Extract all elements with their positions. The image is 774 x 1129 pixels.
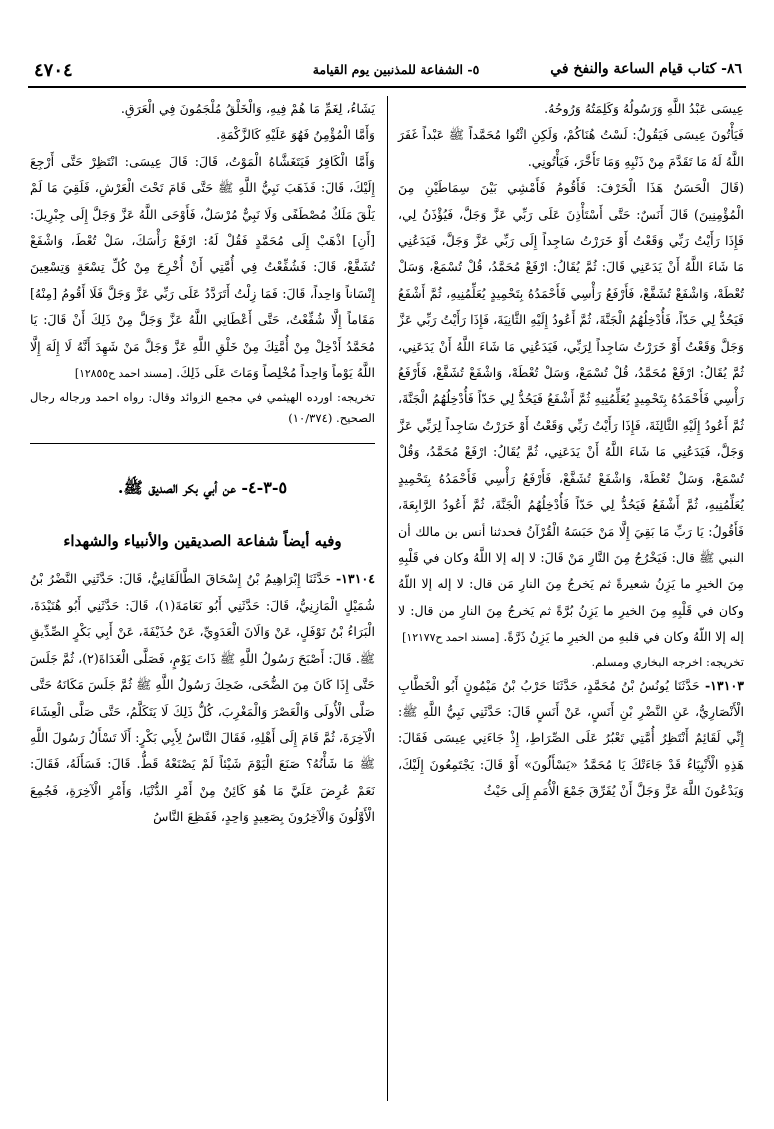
hadith-text: حَدَّثَنَا يُونُسُ بْنُ مُحَمَّدٍ، حَدَّثَنَا حَرْبُ بْنُ مَيْمُونٍ أَبُو الْخَطَّابِ الْأَنْصَارِيُّ، عَنِ النَّضْرِ بْنِ أَنَسٍ، عَنْ أَنَسٍ قَالَ: حَدَّثَنِي نَبِيُّ اللَّهِ ﷺ: إِنِّي لَقَائِمٌ أَنْتَظِرُ أُمَّتِي تَعْبُرُ عَلَى الصِّرَاطِ، إِذْ جَاءَنِي عِيسَى فَقَالَ: هَذِهِ الْأَنْبِيَاءُ قَدْ جَاءَتْكَ يَا مُحَمَّدُ «يَسْأَلُونَ» أَوْ قَالَ: يَجْتَمِعُونَ إِلَيْكَ، وَيَدْعُونَ اللَّهَ عَزَّ وَجَلَّ أَنْ يُفَرِّقَ جَمْعَ الْأُمَمِ إِلَى حَيْثُ — [398, 677, 744, 799]
section-divider — [30, 443, 375, 444]
header-rule — [28, 86, 746, 88]
section-subtitle: وفيه أيضاً شفاعة الصديقين والأنبياء والشهداء — [63, 532, 342, 551]
hadith-paragraph — [398, 673, 744, 805]
page-number: ٤٧٠٤ — [34, 60, 73, 81]
hadith-paragraph — [30, 566, 375, 830]
musnad-reference: [مسند احمد ح١٢١٧٧] — [402, 631, 500, 645]
paragraph — [398, 175, 744, 651]
paragraph-text: (قَالَ الْحَسَنُ هَذَا الْحَرْفَ: فَأَقُومُ فَأَمْشِي بَيْنَ سِمَاطَيْنِ مِنَ الْمُؤْمِنِينَ) قَالَ أَنَسٌ: حَتَّى أَسْتَأْذِنَ عَلَى رَبِّي عَزَّ وَجَلَّ، فَيُؤْذَنُ لِي، فَإِذَا رَأَيْتُ رَبِّي وَقَعْتُ أَوْ خَرَرْتُ سَاجِداً إِلَى رَبِّي عَزَّ وَجَلَّ، فَيَدَعُنِي مَا شَاءَ اللَّهُ أَنْ يَدَعَنِي قَالَ: ثُمَّ يُقَالُ: ارْفَعْ مُحَمَّدُ، قُلْ تُسْمَعْ، وَسَلْ تُعْطَهْ، وَاشْفَعْ تُشَفَّعْ، فَأَرْفَعُ رَأْسِي فَأَحْمَدُهُ بِتَحْمِيدٍ يُعَلِّمُنِيهِ، ثُمَّ أَشْفَعُ فَيَحُدُّ لِي حَدّاً، فَأُدْخِلُهُمُ الْجَنَّةَ، ثُمَّ أَعُودُ إِلَيْهِ الثَّانِيَةَ، فَإِذَا رَأَيْتُ رَبِّي عَزَّ وَجَلَّ وَقَعْتُ أَوْ خَرَرْتُ سَاجِداً لِرَبِّي، فَيَدَعُنِي مَا شَاءَ اللَّهُ أَنْ يَدَعَنِي، ثُمَّ يُقَالُ: ارْفَعْ مُحَمَّدُ، قُلْ تُسْمَعْ، وَسَلْ تُعْطَهْ، وَاشْفَعْ تُشَفَّعْ، فَأَرْفَعُ رَأْسِي فَأَحْمَدُهُ بِتَحْمِيدٍ يُعَلِّمُنِيهِ ثُمَّ أَشْفَعُ فَيَحُدُّ لِي حَدّاً فَأُدْخِلُهُمُ الْجَنَّةَ، ثُمَّ أَعُودُ إِلَيْهِ الثَّالِثَةَ، فَإِذَا رَأَيْتُ رَبِّي وَقَعْتُ أَوْ خَرَرْتُ سَاجِداً لِرَبِّي عَزَّ وَجَلَّ، فَيَدَعُنِي مَا شَاءَ اللَّهُ أَنْ يَدَعَنِي، ثُمَّ يُقَالُ: ارْفَعْ مُحَمَّدُ، وَقُلْ تُسْمَعْ، وَسَلْ تُعْطَهْ، وَاشْفَعْ تُشَفَّعْ، فَأَرْفَعُ رَأْسِي فَأَحْمَدُهُ بِتَحْمِيدٍ يُعَلِّمُنِيهِ، ثُمَّ أَشْفَعُ فَيَحُدُّ لِي حَدّاً فَأُدْخِلُهُمُ الْجَنَّةَ، ثُمَّ أَعُودُ الرَّابِعَةَ، فَأَقُولُ: يَا رَبِّ مَا بَقِيَ إِلَّا مَنْ حَبَسَهُ الْقُرْآنُ فحدثنا أنس بن مالك أن النبي ﷺ قال: فَيَخْرُجُ مِنَ النَّارِ مَنْ قَالَ: لا إله إلا اللَّهُ وكان في قَلْبِهِ مِنَ الخيرِ ما يَزِنُ شعيرةً ثم يَخرجُ مِنَ النارِ مَن قال: لا إله إلا اللّهُ وكان في قَلْبِهِ مِنَ الخيرِ ما يَزِنُ بُرَّةً ثم يَخرجُ مِنَ النارِ من قال: لا إله إلا اللّهُ وكان في قلبهِ من الخيرِ ما يَزِنُ ذَرَّةً. — [398, 180, 744, 645]
paragraph: يَشَاءُ، لِغَمِّ مَا هُمْ فِيهِ، وَالْخَلْقُ مُلْجَمُونَ فِي الْعَرَقِ. — [120, 101, 375, 116]
takhrij-note: تخريجه: اورده الهيثمي في مجمع الزوائد وقال: رواه احمد ورجاله رجال الصحيح. (١٠/٣٧٤) — [30, 390, 375, 426]
left-column — [30, 96, 375, 831]
hadith-text: حَدَّثَنَا إِبْرَاهِيمُ بْنُ إِسْحَاقَ الطَّالَقَانِيُّ، قَالَ: حَدَّثَنِي النَّضْرُ بْنُ شُمَيْلٍ الْمَازِنِيُّ، قَالَ: حَدَّثَنِي أَبُو نَعَامَةَ(١)، قَالَ: حَدَّثَنِي أَبُو هُنَيْدَةَ، الْبَرَاءُ بْنُ نَوْفَلٍ، عَنْ وَالَانَ الْعَدَوِيِّ، عَنْ حُذَيْفَةَ، عَنْ أَبِي بَكْرٍ الصِّدِّيقِ ﷺ. قَالَ: أَصْبَحَ رَسُولُ اللَّهِ ﷺ ذَاتَ يَوْمٍ، فَصَلَّى الْغَدَاةَ(٢)، ثُمَّ جَلَسَ حَتَّى إِذَا كَانَ مِنَ الضُّحَى، ضَحِكَ رَسُولُ اللَّهِ ﷺ ثُمَّ جَلَسَ مَكَانَهُ حَتَّى صَلَّى الْأُولَى وَالْعَصْرَ وَالْمَغْرِبَ، كُلُّ ذَلِكَ لَا يَتَكَلَّمُ، حَتَّى صَلَّى الْعِشَاءَ الْآخِرَةَ، ثُمَّ قَامَ إِلَى أَهْلِهِ، فَقَالَ النَّاسُ لِأَبِي بَكْرٍ: أَلَا تَسْأَلُ رَسُولَ اللَّهِ ﷺ مَا شَأْنُهُ؟ صَنَعَ الْيَوْمَ شَيْئاً لَمْ يَصْنَعْهُ قَطُّ. قَالَ: فَسَأَلَهُ، فَقَالَ: نَعَمْ عُرِضَ عَلَيَّ مَا هُوَ كَائِنٌ مِنْ أَمْرِ الدُّنْيَا، وَأَمْرِ الْآخِرَةِ، فَجُمِعَ الْأَوَّلُونَ وَالْآخِرُونَ بِصَعِيدٍ وَاحِدٍ، فَفَظِعَ النَّاسُ — [30, 571, 376, 825]
section-heading: ٥-٣-٤- عن أبي بكر الصديق ﷺ. — [117, 478, 288, 498]
musnad-reference: [مسند احمد ح١٢٨٥٥] — [74, 367, 173, 381]
paragraph: وَأَمَّا الْمُؤْمِنُ فَهُوَ عَلَيْهِ كَالزَّكْمَةِ. — [216, 127, 375, 143]
paragraph: عِيسَى عَبْدُ اللَّهِ وَرَسُولُهُ وَكَلِمَتُهُ وَرُوحُهُ. — [544, 101, 744, 116]
page-header — [28, 58, 746, 84]
paragraph-text: وَأَمَّا الْكَافِرُ فَيَتَغَشَّاهُ الْمَوْتُ، قَالَ: قَالَ عِيسَى: انْتَظِرْ حَتَّى أَرْجِعَ إِلَيْكَ، قَالَ: فَذَهَبَ نَبِيُّ اللَّهِ ﷺ حَتَّى قَامَ تَحْتَ الْعَرْشِ، فَلَقِيَ مَا لَمْ يَلْقَ مَلَكٌ مُصْطَفًى وَلَا نَبِيٌّ مُرْسَلٌ، فَأَوْحَى اللَّهُ عَزَّ وَجَلَّ إِلَى جِبْرِيلَ: [أَنِ] اذْهَبْ إِلَى مُحَمَّدٍ فَقُلْ لَهُ: ارْفَعْ رَأْسَكَ، سَلْ تُعْطَ، وَاشْفَعْ تُشَفَّعْ، قَالَ: فَشُفِّعْتُ فِي أُمَّتِي أَنْ أُخْرِجَ مِنْ كُلِّ تِسْعَةٍ وَتِسْعِينَ إِنْسَاناً وَاحِداً، قَالَ: فَمَا زِلْتُ أَتَرَدَّدُ عَلَى رَبِّي عَزَّ وَجَلَّ فَلَا أَقُومُ [مِنْهُ] مَقَاماً إِلَّا شُفِّعْتُ، حَتَّى أَعْطَانِي اللَّهُ عَزَّ وَجَلَّ مِنْ ذَلِكَ أَنْ قَالَ: يَا مُحَمَّدُ أَدْخِلْ مِنْ أُمَّتِكَ مِنْ خَلْقِ اللَّهِ عَزَّ وَجَلَّ مَنْ شَهِدَ أَنَّهُ لَا إِلَهَ إِلَّا اللَّهُ يَوْماً وَاحِداً مُخْلِصاً وَمَاتَ عَلَى ذَلِكَ. — [30, 153, 375, 381]
takhrij-note: تخريجه: اخرجه البخاري ومسلم. — [591, 654, 744, 669]
paragraph: فَيَأْتُونَ عِيسَى فَيَقُولُ: لَسْتُ هُنَاكُمْ، وَلَكِنِ ائْتُوا مُحَمَّداً ﷺ عَبْداً غَفَرَ اللَّهُ لَهُ مَا تَقَدَّمَ مِنْ ذَنْبِهِ وَمَا تَأَخَّرَ، فَيَأْتُونِي. — [398, 127, 744, 169]
book-title: ٨٦- كتاب قيام الساعة والنفخ في — [550, 61, 742, 77]
paragraph — [30, 149, 375, 388]
column-divider — [387, 96, 388, 1101]
hadith-number: ١٣١٠٣- — [704, 677, 744, 693]
hadith-number: ١٣١٠٤- — [335, 571, 375, 587]
chapter-title: ٥- الشفاعة للمذنبين يوم القيامة — [312, 62, 480, 77]
right-column — [398, 96, 744, 805]
